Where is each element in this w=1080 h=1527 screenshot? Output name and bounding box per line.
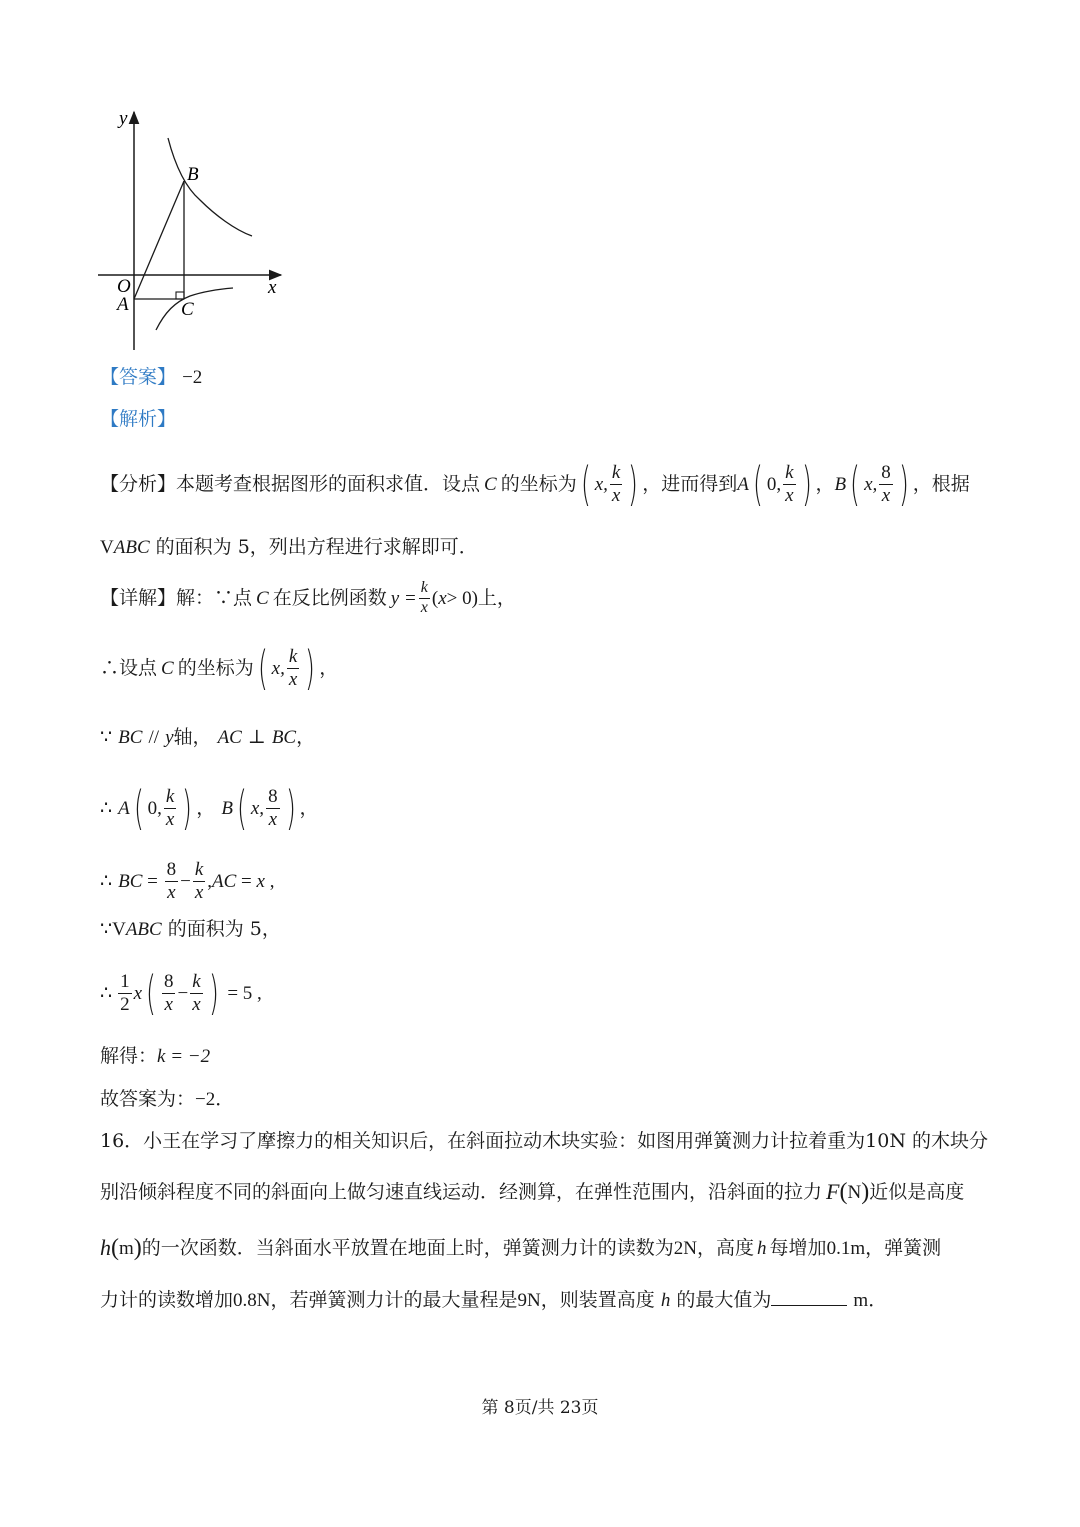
detail-text-3: 上， — [477, 586, 516, 609]
analysis-text-4: ，根据 — [912, 472, 970, 495]
analysis-text-3: ，进而得到 — [642, 472, 738, 495]
point-b-label: B — [187, 164, 199, 185]
analysis-tag: 【分析】 — [100, 472, 177, 495]
analysis-line-1: 【分析】 本题考查根据图形的面积求值．设点 C 的坐标为 ( x, $\frac{k}{x}$ ) ，进而得到 A ( 0, $\frac{k}{x}$ ) ， B ( x, $\frac{8}{x}$ ) ，根据 — [100, 457, 970, 511]
problem-16-line-4: 力计的读数增加0.8N，若弹簧测力计的最大量程是9N，则装置高度 h 的最大值为 m． — [100, 1289, 888, 1311]
detail-line-9: 故答案为：−2． — [100, 1088, 235, 1110]
detail-line-7: ∴ $\frac{1}{2}$ x ( $\frac{8}{x}$ − $\frac{k}{x}$ ) = 5 , — [100, 966, 262, 1020]
detail-line-3: ∵ BC // y轴， AC ⊥ BC， — [100, 726, 316, 748]
analysis-header: 【解析】 — [100, 408, 177, 430]
hyperbola-upper — [168, 138, 252, 236]
point-c-label: C — [181, 299, 194, 320]
analysis-text-1: 本题考查根据图形的面积求值．设点 — [176, 472, 481, 495]
answer-value: −2 — [182, 367, 203, 388]
function-graph-figure — [90, 105, 290, 355]
analysis-text-5: 的面积为 5，列出方程进行求解即可． — [155, 536, 478, 558]
origin-label: O — [117, 276, 131, 297]
detail-line-6: ∵VABC 的面积为 5， — [100, 918, 281, 940]
answer-line — [100, 368, 202, 387]
answer-tag: 【答案】 — [100, 366, 177, 388]
problem-16-line-3: h ( m ) 的一次函数．当斜面水平放置在地面上时，弹簧测力计的读数为 2N ，高度 h 每增加 0.1m ，弹簧测 — [100, 1235, 942, 1261]
detail-line-1: 【详解】 解：∵点 C 在反比例函数 y = $\frac{k}{x}$ ( x > 0) 上， — [100, 579, 516, 616]
right-angle-mark — [176, 292, 184, 299]
detail-line-5: ∴ BC = $\frac{8}{x}$ − $\frac{k}{x}$ , AC = x , — [100, 858, 275, 903]
y-axis-label: y — [119, 108, 128, 129]
detail-tag: 【详解】 — [100, 586, 177, 609]
point-c-ref: C — [484, 473, 497, 495]
detail-line-2: ∴设点 C 的坐标为 ( x, $\frac{k}{x}$ ) ， — [100, 641, 339, 695]
answer-blank[interactable] — [771, 1288, 847, 1306]
detail-text-1: 解：∵点 — [176, 586, 253, 609]
point-a-label: A — [117, 294, 129, 315]
detail-line-8: 解得：k = −2 — [100, 1045, 211, 1067]
detail-text-2: 在反比例函数 — [272, 586, 387, 609]
segment-ab — [134, 181, 184, 299]
detail-line-4: ∴ A ( 0, $\frac{k}{x}$ ) ， B ( x, $\frac{8}{x}$ ) ， — [100, 781, 319, 835]
analysis-text-2: 的坐标为 — [500, 472, 577, 495]
x-axis-label: x — [268, 277, 277, 298]
problem-16-line-1: 16．小王在学习了摩擦力的相关知识后，在斜面拉动木块实验：如图用弹簧测力计拉着重为10N 的木块分 — [100, 1130, 989, 1152]
triangle-symbol: V — [100, 537, 114, 558]
triangle-abc: ABC — [113, 537, 150, 558]
hyperbola-lower — [156, 288, 233, 330]
analysis-line-2 — [100, 538, 478, 557]
problem-16-line-2: 别沿倾斜程度不同的斜面向上做匀速直线运动．经测算，在弹性范围内，沿斜面的拉力 F ( N ) 近似是高度 — [100, 1179, 965, 1205]
page-footer: 第 8页/共 23页 — [481, 1398, 599, 1418]
